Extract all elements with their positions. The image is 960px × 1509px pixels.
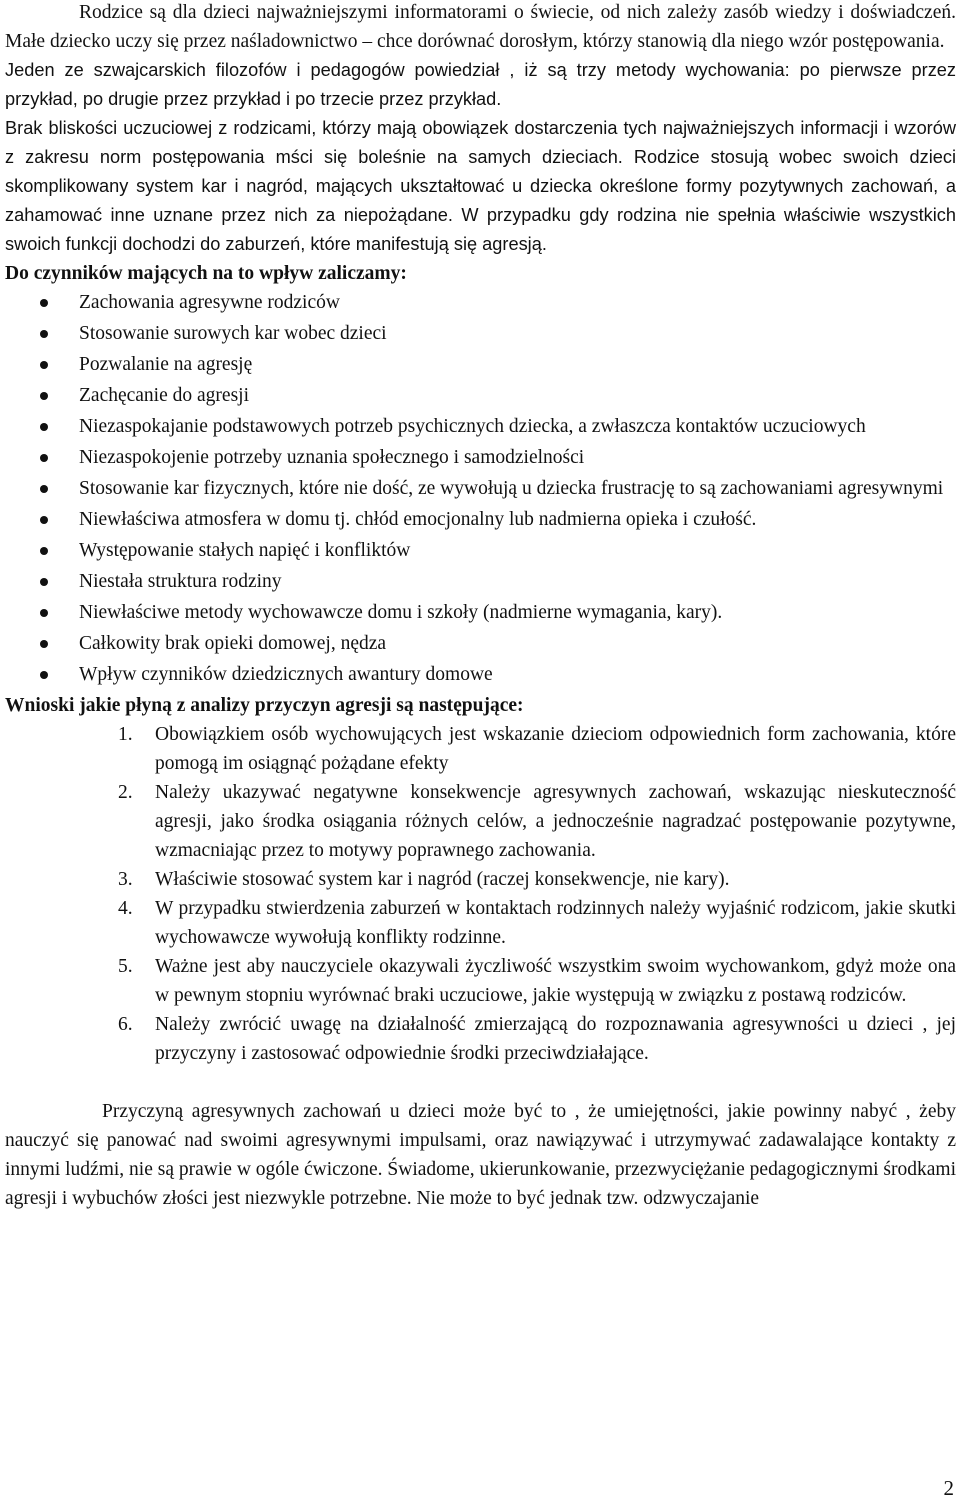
factor-item-text: Wpływ czynników dziedzicznych awantury domowe — [79, 664, 493, 685]
factor-item — [5, 567, 956, 596]
factor-item-text: Niestała struktura rodziny — [79, 571, 282, 592]
factors-list — [5, 288, 956, 689]
factor-item-text: Pozwalanie na agresję — [79, 354, 253, 375]
bullet-icon — [40, 299, 48, 307]
conclusions-heading: Wnioski jakie płyną z analizy przyczyn agresji są następujące: — [5, 695, 524, 716]
conclusion-number: 4. — [118, 898, 133, 919]
factor-item — [5, 598, 956, 627]
intro-paragraph-2: Jeden ze szwajcarskich filozofów i pedagogów powiedział , iż są trzy metody wychowania: po pierwsze przez przykład, po drugie przez przykład i po trzecie przez przykład. — [5, 60, 956, 109]
factor-item — [5, 350, 956, 379]
conclusion-item — [5, 865, 956, 894]
factor-item-text: Stosowanie surowych kar wobec dzieci — [79, 323, 387, 344]
bullet-icon — [40, 330, 48, 338]
factor-item-text: Występowanie stałych napięć i konfliktów — [79, 540, 411, 561]
conclusion-number: 3. — [118, 869, 133, 890]
conclusion-text: Ważne jest aby nauczyciele okazywali życzliwość wszystkim swoim wychowankom, gdyż może ona w pewnym stopniu wyrównać braki uczuciowe, jakie występują w związku z postawą rodziców. — [155, 956, 956, 1006]
factor-item-text: Niezaspokojenie potrzeby uznania społecznego i samodzielności — [79, 447, 585, 468]
bullet-icon — [40, 640, 48, 648]
bullet-icon — [40, 516, 48, 524]
factor-item — [5, 412, 956, 441]
conclusion-item — [5, 778, 956, 865]
conclusion-item — [5, 1010, 956, 1068]
conclusion-item — [5, 720, 956, 778]
factor-item-text: Całkowity brak opieki domowej, nędza — [79, 633, 387, 654]
conclusion-text: Właściwie stosować system kar i nagród (raczej konsekwencje, nie kary). — [155, 869, 730, 890]
bullet-icon — [40, 485, 48, 493]
factor-item-text: Niewłaściwe metody wychowawcze domu i szkoły (nadmierne wymagania, kary). — [79, 602, 723, 623]
factor-item — [5, 443, 956, 472]
conclusion-number: 5. — [118, 956, 133, 977]
factor-item — [5, 288, 956, 317]
closing-paragraph: Przyczyną agresywnych zachowań u dzieci może być to , że umiejętności, jakie powinny nabyć , żeby nauczyć się panować nad swoimi agresywnymi impulsami, oraz nawiązywać i utrzymywać zadawalające kontakty z innymi ludźmi, nie są prawie w ogóle ćwiczone. Świadome, ukierunkowanie, przezwyciężanie pedagogicznymi środkami agresji i wybuchów złości jest niezwykle potrzebne. Nie może to być jednak tzw. odzwyczajanie — [5, 1101, 956, 1209]
intro-paragraph-1-text: Rodzice są dla dzieci najważniejszymi informatorami o świecie, od nich zależy zasób wiedzy i doświadczeń. Małe dziecko uczy się przez naśladownictwo – chce dorównać dorosłym, którzy stanowią dla niego wzór postępowania. — [5, 2, 956, 52]
bullet-icon — [40, 361, 48, 369]
conclusion-item — [5, 952, 956, 1010]
factor-item — [5, 536, 956, 565]
factor-item-text: Niezaspokajanie podstawowych potrzeb psychicznych dziecka, a zwłaszcza kontaktów uczuciowych — [79, 416, 866, 437]
conclusion-number: 2. — [118, 782, 133, 803]
bullet-icon — [40, 671, 48, 679]
intro-paragraph-3: Brak bliskości uczuciowej z rodzicami, którzy mają obowiązek dostarczenia tych najważniejszych informacji i wzorów z zakresu norm postępowania mści się boleśnie na samych dzieciach. Rodzice stosują wobec swoich dzieci skomplikowany system kar i nagród, mających ukształtować u dziecka określone formy pozytywnych zachowań, a zahamować inne uznane przez nich za niepożądane. W przypadku gdy rodzina nie spełnia właściwie wszystkich swoich funkcji dochodzi do zaburzeń, które manifestują się agresją. — [5, 118, 956, 254]
bullet-icon — [40, 423, 48, 431]
factor-item — [5, 474, 956, 503]
factor-item — [5, 319, 956, 348]
conclusion-item — [5, 894, 956, 952]
factor-item-text: Stosowanie kar fizycznych, które nie dość, ze wywołują u dziecka frustrację to są zachowaniami agresywnymi — [79, 478, 944, 499]
bullet-icon — [40, 609, 48, 617]
factor-item — [5, 629, 956, 658]
conclusion-text: Należy ukazywać negatywne konsekwencje agresywnych zachowań, wskazując nieskuteczność agresji, jako środka osiągania różnych celów, a jednocześnie nagradzać postępowanie pozytywne, wzmacniając przez to motywy poprawnego zachowania. — [155, 782, 956, 861]
factor-item — [5, 660, 956, 689]
page-number: 2 — [943, 1476, 954, 1500]
factor-item-text: Zachęcanie do agresji — [79, 385, 249, 406]
conclusion-text: Należy zwrócić uwagę na działalność zmierzającą do rozpoznawania agresywności u dzieci , jej przyczyny i zastosować odpowiednie środki przeciwdziałające. — [155, 1014, 956, 1064]
bullet-icon — [40, 547, 48, 555]
factor-item-text: Zachowania agresywne rodziców — [79, 292, 340, 313]
conclusion-text: Obowiązkiem osób wychowujących jest wskazanie dzieciom odpowiednich form zachowania, które pomogą im osiągnąć pożądane efekty — [155, 724, 956, 774]
conclusion-number: 6. — [118, 1014, 133, 1035]
conclusion-number: 1. — [118, 724, 133, 745]
bullet-icon — [40, 454, 48, 462]
bullet-icon — [40, 392, 48, 400]
conclusions-list — [5, 720, 956, 1068]
factor-item — [5, 381, 956, 410]
conclusion-text: W przypadku stwierdzenia zaburzeń w kontaktach rodzinnych należy wyjaśnić rodzicom, jakie skutki wychowawcze wywołują konflikty rodzinne. — [155, 898, 956, 948]
factor-item — [5, 505, 956, 534]
bullet-icon — [40, 578, 48, 586]
factors-heading: Do czynników mających na to wpływ zaliczamy: — [5, 263, 407, 284]
factor-item-text: Niewłaściwa atmosfera w domu tj. chłód emocjonalny lub nadmierna opieka i czułość. — [79, 509, 757, 530]
document-page — [5, 0, 956, 1213]
intro-paragraph-1 — [5, 0, 956, 56]
